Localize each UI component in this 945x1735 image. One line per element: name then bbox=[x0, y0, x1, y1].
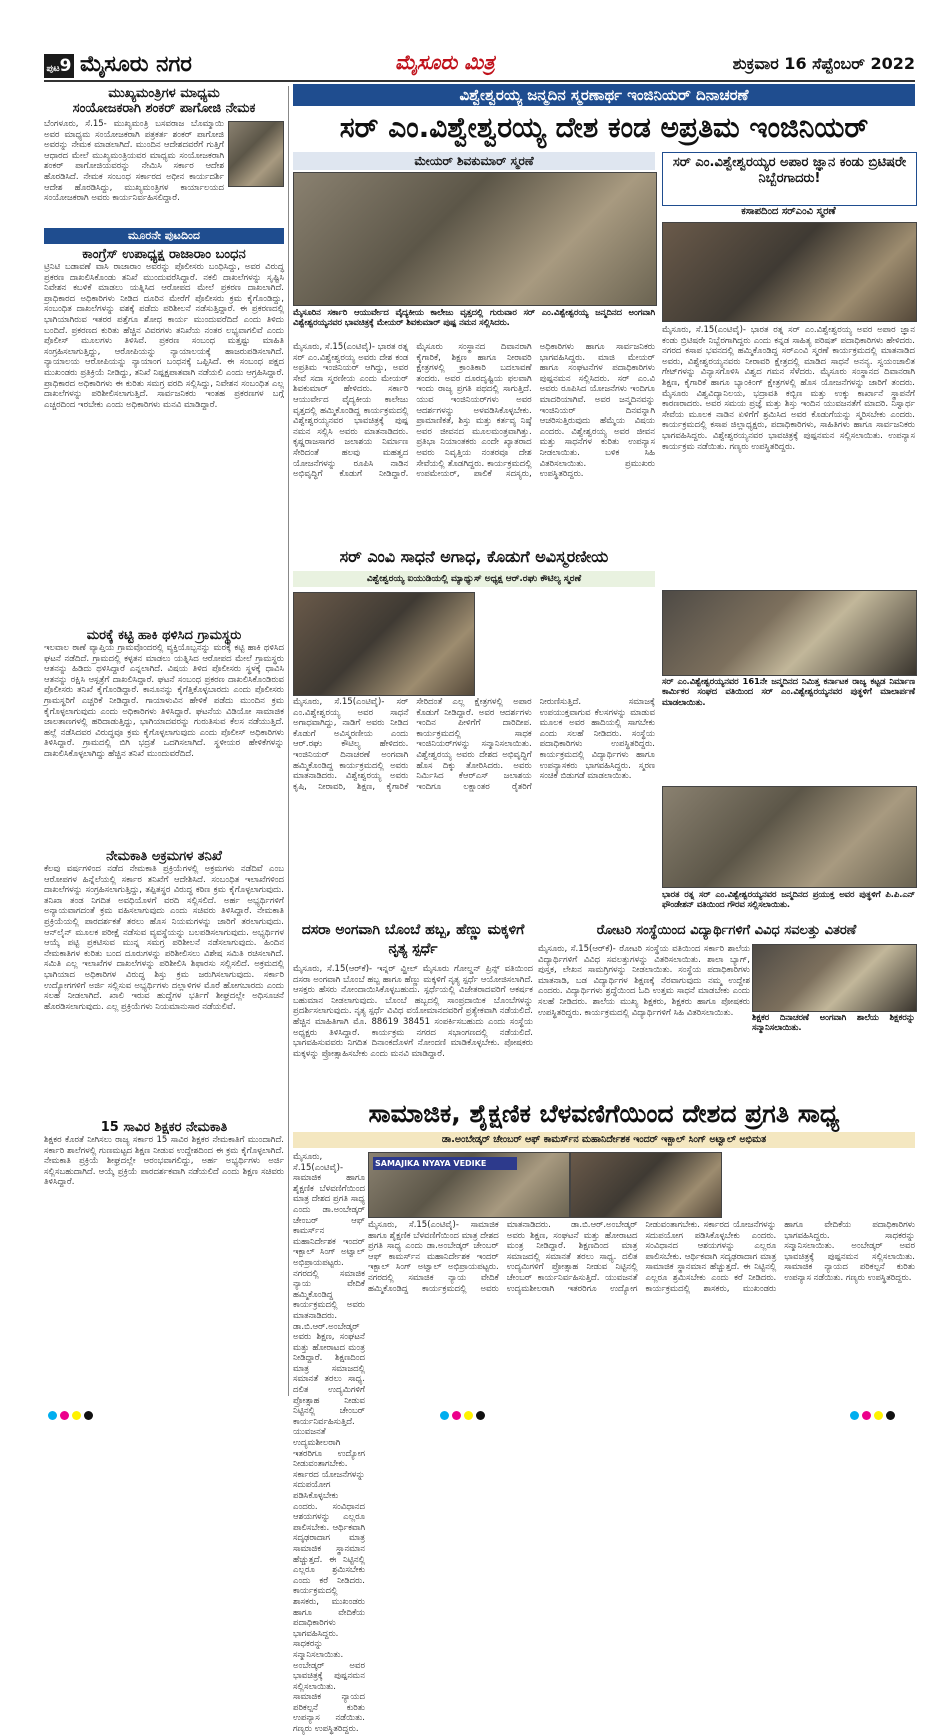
mid-photo bbox=[293, 592, 475, 696]
lead-photo bbox=[293, 172, 657, 306]
lead-kicker: ಮೇಯರ್ ಶಿವಕುಮಾರ್ ಸ್ಮರಣೆ bbox=[293, 152, 655, 170]
side-photo-2 bbox=[662, 590, 917, 676]
story3-headline: ಮರಕ್ಕೆ ಕಟ್ಟಿ ಹಾಕಿ ಥಳಿಸಿದ ಗ್ರಾಮಸ್ಥರು bbox=[86, 628, 242, 643]
issue-date: ಶುಕ್ರವಾರ 16 ಸೆಪ್ಟೆಂಬರ್ 2022 bbox=[732, 54, 915, 73]
mid-body: ಮೈಸೂರು, ಸೆ.15(ಎಂಟಿವೈ)- ಸರ್ ಎಂ.ವಿಶ್ವೇಶ್ವರಯ್ಯ ಅವರ ಸಾಧನೆ ಅಗಾಧವಾಗಿದ್ದು, ನಾಡಿಗೆ ಅವರು ನೀಡಿದ ಕೊಡುಗೆ ಅವಿಸ್ಮರಣೀಯ ಎಂದು ಆರ್.ರಘು ಕೌಟಿಲ್ಯ ಹೇಳಿದರು. ಇಂಜಿನಿಯರ್ ದಿನಾಚರಣೆ ಅಂಗವಾಗಿ ಹಮ್ಮಿಕೊಂಡಿದ್ದ ಕಾರ್ಯಕ್ರಮದಲ್ಲಿ ಅವರು ಮಾತನಾಡಿದರು. ವಿಶ್ವೇಶ್ವರಯ್ಯ ಅವರು ಕೃಷಿ, ನೀರಾವರಿ, ಶಿಕ್ಷಣ, ಕೈಗಾರಿಕೆ ಸೇರಿದಂತೆ ಎಲ್ಲ ಕ್ಷೇತ್ರಗಳಲ್ಲಿ ಅಪಾರ ಕೊಡುಗೆ ನೀಡಿದ್ದಾರೆ. ಅವರ ಆದರ್ಶಗಳು ಇಂದಿನ ಪೀಳಿಗೆಗೆ ದಾರಿದೀಪ. ಕಾರ್ಯಕ್ರಮದಲ್ಲಿ ಸಾಧಕ ಇಂಜಿನಿಯರ್‌ಗಳನ್ನು ಸನ್ಮಾನಿಸಲಾಯಿತು. ವಿಶ್ವೇಶ್ವರಯ್ಯ ಅವರು ದೇಶದ ಅಭಿವೃದ್ಧಿಗೆ ಹೊಸ ದಿಕ್ಕು ತೋರಿಸಿದರು. ಅವರು ನಿರ್ಮಿಸಿದ ಕೆಆರ್‌ಎಸ್ ಜಲಾಶಯ ಇಂದಿಗೂ ಲಕ್ಷಾಂತರ ರೈತರಿಗೆ ನೀರುಣಿಸುತ್ತಿದೆ. ಸಮಾಜಕ್ಕೆ ಉಪಯುಕ್ತವಾಗುವ ಕೆಲಸಗಳನ್ನು ಮಾಡುವ ಮೂಲಕ ಅವರ ಹಾದಿಯಲ್ಲಿ ಸಾಗಬೇಕು ಎಂದು ಸಲಹೆ ನೀಡಿದರು. ಸಂಸ್ಥೆಯ ಪದಾಧಿಕಾರಿಗಳು ಉಪಸ್ಥಿತರಿದ್ದರು. ಕಾರ್ಯಕ್ರಮದಲ್ಲಿ ವಿದ್ಯಾರ್ಥಿಗಳು ಹಾಗೂ ಉಪನ್ಯಾಸಕರು ಭಾಗವಹಿಸಿದ್ದರು. ಸ್ಮರಣ ಸಂಚಿಕೆ ಬಿಡುಗಡೆ ಮಾಡಲಾಯಿತು. bbox=[293, 697, 655, 792]
lead-caption: ಮೈಸೂರಿನ ಸರ್ಕಾರಿ ಆಯುರ್ವೇದ ವೈದ್ಯಕೀಯ ಕಾಲೇಜು ವೃತ್ತದಲ್ಲಿ ಗುರುವಾರ ಸರ್ ಎಂ.ವಿಶ್ವೇಶ್ವರಯ್ಯ ಜನ್ಮದಿನದ ಅಂಗವಾಗಿ ವಿಶ್ವೇಶ್ವರಯ್ಯನವರ ಭಾವಚಿತ್ರಕ್ಕೆ ಮೇಯರ್ ಶಿವಕುಮಾರ್ ಪುಷ್ಪ ನಮನ ಸಲ್ಲಿಸಿದರು. bbox=[293, 307, 655, 328]
story4-body: ಕೆಲವು ವರ್ಷಗಳಿಂದ ನಡೆದ ನೇಮಕಾತಿ ಪ್ರಕ್ರಿಯೆಗಳಲ್ಲಿ ಅಕ್ರಮಗಳು ನಡೆದಿವೆ ಎಂಬ ಆರೋಪಗಳ ಹಿನ್ನೆಲೆಯಲ್ಲಿ ಸರ್ಕಾರ ತನಿಖೆಗೆ ಆದೇಶಿಸಿದೆ. ಸಂಬಂಧಿತ ಇಲಾಖೆಗಳಿಂದ ದಾಖಲೆಗಳನ್ನು ಸಂಗ್ರಹಿಸಲಾಗುತ್ತಿದ್ದು, ತಪ್ಪಿತಸ್ಥರ ವಿರುದ್ಧ ಕಠಿಣ ಕ್ರಮ ಕೈಗೊಳ್ಳಲಾಗುವುದು. ತನಿಖಾ ತಂಡ ನಿಗದಿತ ಅವಧಿಯೊಳಗೆ ವರದಿ ಸಲ್ಲಿಸಲಿದೆ. ಅರ್ಹ ಅಭ್ಯರ್ಥಿಗಳಿಗೆ ಅನ್ಯಾಯವಾಗದಂತೆ ಕ್ರಮ ವಹಿಸಲಾಗುವುದು ಎಂದು ಸಚಿವರು ತಿಳಿಸಿದ್ದಾರೆ. ನೇಮಕಾತಿ ಪ್ರಕ್ರಿಯೆಯಲ್ಲಿ ಪಾರದರ್ಶಕತೆ ತರಲು ಹೊಸ ನಿಯಮಗಳನ್ನು ಜಾರಿಗೆ ತರಲಾಗುವುದು. ಆನ್‌ಲೈನ್ ಮೂಲಕ ಪರೀಕ್ಷೆ ನಡೆಸುವ ವ್ಯವಸ್ಥೆಯನ್ನು ಬಲಪಡಿಸಲಾಗುವುದು. ಅಭ್ಯರ್ಥಿಗಳ ಆಯ್ಕೆ ಪಟ್ಟಿ ಪ್ರಕಟಿಸುವ ಮುನ್ನ ಸಮಗ್ರ ಪರಿಶೀಲನೆ ನಡೆಸಲಾಗುವುದು. ಹಿಂದಿನ ನೇಮಕಾತಿಗಳ ಕುರಿತು ಬಂದ ದೂರುಗಳನ್ನು ಪರಿಶೀಲಿಸಲು ವಿಶೇಷ ಸಮಿತಿ ರಚಿಸಲಾಗಿದೆ. ಸಮಿತಿ ಎಲ್ಲ ಇಲಾಖೆಗಳ ದಾಖಲೆಗಳನ್ನು ಪರಿಶೀಲಿಸಿ ಶಿಫಾರಸು ಸಲ್ಲಿಸಲಿದೆ. ಅಕ್ರಮದಲ್ಲಿ ಭಾಗಿಯಾದ ಅಧಿಕಾರಿಗಳ ವಿರುದ್ಧ ಶಿಸ್ತು ಕ್ರಮ ಜರುಗಿಸಲಾಗುವುದು. ಸರ್ಕಾರಿ ಉದ್ಯೋಗಗಳಿಗೆ ಅರ್ಜಿ ಸಲ್ಲಿಸುವ ಅಭ್ಯರ್ಥಿಗಳು ದಲ್ಲಾಳಿಗಳ ಮೊರೆ ಹೋಗಬಾರದು ಎಂದು ಸಲಹೆ ನೀಡಲಾಗಿದೆ. ಖಾಲಿ ಇರುವ ಹುದ್ದೆಗಳ ಭರ್ತಿಗೆ ಶೀಘ್ರದಲ್ಲೇ ಅಧಿಸೂಚನೆ ಹೊರಡಿಸಲಾಗುವುದು. ಎಲ್ಲ ಪ್ರಕ್ರಿಯೆಗಳು ನಿಯಮಾನುಸಾರ ನಡೆಯಲಿವೆ. bbox=[44, 864, 284, 1012]
story2-headline: ಕಾಂಗ್ರೆಸ್ ಉಪಾಧ್ಯಕ್ಷ ರಾಜಾರಾಂ ಬಂಧನ bbox=[82, 247, 246, 262]
rotary-headline: ರೋಟರಿ ಸಂಸ್ಥೆಯಿಂದ ವಿದ್ಯಾರ್ಥಿಗಳಿಗೆ ವಿವಿಧ ಸವಲತ್ತು ವಿತರಣೆ bbox=[596, 923, 857, 938]
rotary-body: ಮೈಸೂರು, ಸೆ.15(ಆರ್‌ಕೆ)- ರೋಟರಿ ಸಂಸ್ಥೆಯ ವತಿಯಿಂದ ಸರ್ಕಾರಿ ಶಾಲೆಯ ವಿದ್ಯಾರ್ಥಿಗಳಿಗೆ ವಿವಿಧ ಸವಲತ್ತುಗಳನ್ನು ವಿತರಿಸಲಾಯಿತು. ಶಾಲಾ ಬ್ಯಾಗ್, ಪುಸ್ತಕ, ಲೇಖನ ಸಾಮಗ್ರಿಗಳನ್ನು ನೀಡಲಾಯಿತು. ಸಂಸ್ಥೆಯ ಪದಾಧಿಕಾರಿಗಳು ಮಾತನಾಡಿ, ಬಡ ವಿದ್ಯಾರ್ಥಿಗಳ ಶಿಕ್ಷಣಕ್ಕೆ ನೆರವಾಗುವುದು ನಮ್ಮ ಉದ್ದೇಶ ಎಂದರು. ವಿದ್ಯಾರ್ಥಿಗಳು ಶ್ರದ್ಧೆಯಿಂದ ಓದಿ ಉತ್ತಮ ಸಾಧನೆ ಮಾಡಬೇಕು ಎಂದು ಸಲಹೆ ನೀಡಿದರು. ಶಾಲೆಯ ಮುಖ್ಯ ಶಿಕ್ಷಕರು, ಶಿಕ್ಷಕರು ಹಾಗೂ ಪೋಷಕರು ಉಪಸ್ಥಿತರಿದ್ದರು. ಕಾರ್ಯಕ್ರಮದಲ್ಲಿ ವಿದ್ಯಾರ್ಥಿಗಳಿಗೆ ಸಿಹಿ ವಿತರಿಸಲಾಯಿತು. bbox=[538, 944, 750, 1018]
bottom-body-col1: ಮೈಸೂರು, ಸೆ.15(ಎಂಟಿವೈ)- ಸಾಮಾಜಿಕ ಹಾಗೂ ಶೈಕ್ಷಣಿಕ ಬೆಳವಣಿಗೆಯಿಂದ ಮಾತ್ರ ದೇಶದ ಪ್ರಗತಿ ಸಾಧ್ಯ ಎಂದು ಡಾ.ಅಂಬೇಡ್ಕರ್ ಚೇಂಬರ್ ಆಫ್ ಕಾಮರ್ಸ್‌ನ ಮಹಾನಿರ್ದೇಶಕ ಇಂದರ್ ಇಕ್ಬಾಲ್ ಸಿಂಗ್ ಅಟ್ವಾಲ್ ಅಭಿಪ್ರಾಯಪಟ್ಟರು. ನಗರದಲ್ಲಿ ಸಮಾಜಿಕ ನ್ಯಾಯ ವೇದಿಕೆ ಹಮ್ಮಿಕೊಂಡಿದ್ದ ಕಾರ್ಯಕ್ರಮದಲ್ಲಿ ಅವರು ಮಾತನಾಡಿದರು. ಡಾ.ಬಿ.ಆರ್.ಅಂಬೇಡ್ಕರ್ ಅವರು ಶಿಕ್ಷಣ, ಸಂಘಟನೆ ಮತ್ತು ಹೋರಾಟದ ಮಂತ್ರ ನೀಡಿದ್ದಾರೆ. ಶಿಕ್ಷಣದಿಂದ ಮಾತ್ರ ಸಮಾಜದಲ್ಲಿ ಸಮಾನತೆ ತರಲು ಸಾಧ್ಯ. ದಲಿತ ಉದ್ಯಮಿಗಳಿಗೆ ಪ್ರೋತ್ಸಾಹ ನೀಡುವ ನಿಟ್ಟಿನಲ್ಲಿ ಚೇಂಬರ್ ಕಾರ್ಯನಿರ್ವಹಿಸುತ್ತಿದೆ. ಯುವಜನತೆ ಉದ್ಯಮಶೀಲರಾಗಿ ಇತರರಿಗೂ ಉದ್ಯೋಗ ನೀಡುವಂತಾಗಬೇಕು. ಸರ್ಕಾರದ ಯೋಜನೆಗಳನ್ನು ಸದುಪಯೋಗ ಪಡಿಸಿಕೊಳ್ಳಬೇಕು ಎಂದರು. ಸಂವಿಧಾನದ ಆಶಯಗಳನ್ನು ಎಲ್ಲರೂ ಪಾಲಿಸಬೇಕು. ಆರ್ಥಿಕವಾಗಿ ಸದೃಢರಾದಾಗ ಮಾತ್ರ ಸಾಮಾಜಿಕ ಸ್ಥಾನಮಾನ ಹೆಚ್ಚುತ್ತದೆ. ಈ ನಿಟ್ಟಿನಲ್ಲಿ ಎಲ್ಲರೂ ಶ್ರಮಿಸಬೇಕು ಎಂದು ಕರೆ ನೀಡಿದರು. ಕಾರ್ಯಕ್ರಮದಲ್ಲಿ ಶಾಸಕರು, ಮುಖಂಡರು ಹಾಗೂ ವೇದಿಕೆಯ ಪದಾಧಿಕಾರಿಗಳು ಭಾಗವಹಿಸಿದ್ದರು. ಸಾಧಕರನ್ನು ಸನ್ಮಾನಿಸಲಾಯಿತು. ಅಂಬೇಡ್ಕರ್ ಅವರ ಭಾವಚಿತ್ರಕ್ಕೆ ಪುಷ್ಪನಮನ ಸಲ್ಲಿಸಲಾಯಿತು. ಸಾಮಾಜಿಕ ನ್ಯಾಯದ ಪರಿಕಲ್ಪನೆ ಕುರಿತು ಉಪನ್ಯಾಸ ನಡೆಯಿತು. ಗಣ್ಯರು ಉಪಸ್ಥಿತರಿದ್ದರು. bbox=[293, 1152, 365, 1735]
bottom-body: ಮೈಸೂರು, ಸೆ.15(ಎಂಟಿವೈ)- ಸಾಮಾಜಿಕ ಹಾಗೂ ಶೈಕ್ಷಣಿಕ ಬೆಳವಣಿಗೆಯಿಂದ ಮಾತ್ರ ದೇಶದ ಪ್ರಗತಿ ಸಾಧ್ಯ ಎಂದು ಡಾ.ಅಂಬೇಡ್ಕರ್ ಚೇಂಬರ್ ಆಫ್ ಕಾಮರ್ಸ್‌ನ ಮಹಾನಿರ್ದೇಶಕ ಇಂದರ್ ಇಕ್ಬಾಲ್ ಸಿಂಗ್ ಅಟ್ವಾಲ್ ಅಭಿಪ್ರಾಯಪಟ್ಟರು. ನಗರದಲ್ಲಿ ಸಮಾಜಿಕ ನ್ಯಾಯ ವೇದಿಕೆ ಹಮ್ಮಿಕೊಂಡಿದ್ದ ಕಾರ್ಯಕ್ರಮದಲ್ಲಿ ಅವರು ಮಾತನಾಡಿದರು. ಡಾ.ಬಿ.ಆರ್.ಅಂಬೇಡ್ಕರ್ ಅವರು ಶಿಕ್ಷಣ, ಸಂಘಟನೆ ಮತ್ತು ಹೋರಾಟದ ಮಂತ್ರ ನೀಡಿದ್ದಾರೆ. ಶಿಕ್ಷಣದಿಂದ ಮಾತ್ರ ಸಮಾಜದಲ್ಲಿ ಸಮಾನತೆ ತರಲು ಸಾಧ್ಯ. ದಲಿತ ಉದ್ಯಮಿಗಳಿಗೆ ಪ್ರೋತ್ಸಾಹ ನೀಡುವ ನಿಟ್ಟಿನಲ್ಲಿ ಚೇಂಬರ್ ಕಾರ್ಯನಿರ್ವಹಿಸುತ್ತಿದೆ. ಯುವಜನತೆ ಉದ್ಯಮಶೀಲರಾಗಿ ಇತರರಿಗೂ ಉದ್ಯೋಗ ನೀಡುವಂತಾಗಬೇಕು. ಸರ್ಕಾರದ ಯೋಜನೆಗಳನ್ನು ಸದುಪಯೋಗ ಪಡಿಸಿಕೊಳ್ಳಬೇಕು ಎಂದರು. ಸಂವಿಧಾನದ ಆಶಯಗಳನ್ನು ಎಲ್ಲರೂ ಪಾಲಿಸಬೇಕು. ಆರ್ಥಿಕವಾಗಿ ಸದೃಢರಾದಾಗ ಮಾತ್ರ ಸಾಮಾಜಿಕ ಸ್ಥಾನಮಾನ ಹೆಚ್ಚುತ್ತದೆ. ಈ ನಿಟ್ಟಿನಲ್ಲಿ ಎಲ್ಲರೂ ಶ್ರಮಿಸಬೇಕು ಎಂದು ಕರೆ ನೀಡಿದರು. ಕಾರ್ಯಕ್ರಮದಲ್ಲಿ ಶಾಸಕರು, ಮುಖಂಡರು ಹಾಗೂ ವೇದಿಕೆಯ ಪದಾಧಿಕಾರಿಗಳು ಭಾಗವಹಿಸಿದ್ದರು. ಸಾಧಕರನ್ನು ಸನ್ಮಾನಿಸಲಾಯಿತು. ಅಂಬೇಡ್ಕರ್ ಅವರ ಭಾವಚಿತ್ರಕ್ಕೆ ಪುಷ್ಪನಮನ ಸಲ್ಲಿಸಲಾಯಿತು. ಸಾಮಾಜಿಕ ನ್ಯಾಯದ ಪರಿಕಲ್ಪನೆ ಕುರಿತು ಉಪನ್ಯಾಸ ನಡೆಯಿತು. ಗಣ್ಯರು ಉಪಸ್ಥಿತರಿದ್ದರು. bbox=[368, 1220, 915, 1294]
bottom-photo bbox=[368, 1152, 570, 1218]
registration-marks-left bbox=[48, 1405, 96, 1424]
side-caption-2: ಭಾರತ ರತ್ನ ಸರ್ ಎಂ.ವಿಶ್ವೇಶ್ವರಯ್ಯನವರ ಜನ್ಮದಿನದ ಪ್ರಯುಕ್ತ ಅವರ ಪುತ್ಥಳಿಗೆ ಪಿ.ಪಿ.ಎನ್ ಫೌಂಡೇಶನ್ ವತಿಯಿಂದ ಗೌರವ ಸಲ್ಲಿಸಲಾಯಿತು. bbox=[662, 889, 915, 910]
lead-headline: ಸರ್ ಎಂ.ವಿಶ್ವೇಶ್ವರಯ್ಯ ದೇಶ ಕಂಡ ಅಪ್ರತಿಮ ಇಂಜಿನಿಯರ್ bbox=[339, 111, 869, 144]
dasara-headline: ದಸರಾ ಅಂಗವಾಗಿ ಬೊಂಬೆ ಹಬ್ಬ, ಹೆಣ್ಣು ಮಕ್ಕಳಿಗೆ ನೃತ್ಯ ಸ್ಪರ್ಧೆ bbox=[301, 922, 525, 957]
left-column bbox=[44, 86, 284, 1416]
rotary-photo bbox=[752, 944, 917, 1012]
story1-kicker: ಮುಖ್ಯಮಂತ್ರಿಗಳ ಮಾಧ್ಯಮ bbox=[108, 86, 220, 101]
dasara-body: ಮೈಸೂರು, ಸೆ.15(ಆರ್‌ಕೆ)- ಇನ್ನರ್ ವ್ಹೀಲ್ ಮೈಸೂರು ಗೋಲ್ಡನ್ ಪ್ರಿನ್ಸ್ ವತಿಯಿಂದ ದಸರಾ ಅಂಗವಾಗಿ ಬೊಂಬೆ ಹಬ್ಬ ಹಾಗೂ ಹೆಣ್ಣು ಮಕ್ಕಳಿಗೆ ನೃತ್ಯ ಸ್ಪರ್ಧೆ ಆಯೋಜಿಸಲಾಗಿದೆ. ಆಸಕ್ತರು ಹೆಸರು ನೋಂದಾಯಿಸಿಕೊಳ್ಳಬಹುದು. ಸ್ಪರ್ಧೆಯಲ್ಲಿ ವಿಜೇತರಾದವರಿಗೆ ಆಕರ್ಷಕ ಬಹುಮಾನ ನೀಡಲಾಗುವುದು. ಬೊಂಬೆ ಹಬ್ಬದಲ್ಲಿ ಸಾಂಪ್ರದಾಯಿಕ ಬೊಂಬೆಗಳನ್ನು ಪ್ರದರ್ಶಿಸಲಾಗುವುದು. ನೃತ್ಯ ಸ್ಪರ್ಧೆ ವಿವಿಧ ವಯೋಮಾನದವರಿಗೆ ಪ್ರತ್ಯೇಕವಾಗಿ ನಡೆಯಲಿದೆ. ಹೆಚ್ಚಿನ ಮಾಹಿತಿಗಾಗಿ ಮೊ. 88619 38451 ಸಂಪರ್ಕಿಸಬಹುದು ಎಂದು ಸಂಸ್ಥೆಯ ಅಧ್ಯಕ್ಷರು ತಿಳಿಸಿದ್ದಾರೆ. ಕಾರ್ಯಕ್ರಮ ನಗರದ ಸಭಾಂಗಣದಲ್ಲಿ ನಡೆಯಲಿದೆ. ಭಾಗವಹಿಸುವವರು ನಿಗದಿತ ದಿನಾಂಕದೊಳಗೆ ನೋಂದಣಿ ಮಾಡಿಕೊಳ್ಳಬೇಕು. ಪೋಷಕರು ಮಕ್ಕಳನ್ನು ಪ್ರೋತ್ಸಾಹಿಸಬೇಕು ಎಂದು ಮನವಿ ಮಾಡಿದ್ದಾರೆ. bbox=[293, 964, 533, 1059]
stage-banner: SAMAJIKA NYAYA VEDIKE bbox=[373, 1157, 517, 1170]
page-number-badge: ಪುಟ9 bbox=[44, 54, 74, 78]
story1-headline: ಸಂಯೋಜಕರಾಗಿ ಶಂಕರ್ ಪಾಗೋಜಿ ನೇಮಕ bbox=[72, 101, 256, 116]
header-rule bbox=[44, 80, 915, 82]
registration-marks-center bbox=[440, 1405, 488, 1424]
story2-body: ಟ್ರಿನಿಟಿ ಬಡಾವಣೆ ವಾಸಿ ರಾಜಾರಾಂ ಅವರನ್ನು ಪೊಲೀಸರು ಬಂಧಿಸಿದ್ದು, ಅವರ ವಿರುದ್ಧ ಪ್ರಕರಣ ದಾಖಲಿಸಿಕೊಂಡು ತನಿಖೆ ಮುಂದುವರೆಸಿದ್ದಾರೆ. ನಕಲಿ ದಾಖಲೆಗಳನ್ನು ಸೃಷ್ಟಿಸಿ ನಿವೇಶನ ಕಬಳಿಕೆ ಮಾಡಲು ಯತ್ನಿಸಿದ ಆರೋಪದ ಮೇಲೆ ಪ್ರಕರಣ ದಾಖಲಾಗಿದೆ. ಪ್ರಾಧಿಕಾರದ ಅಧಿಕಾರಿಗಳು ನೀಡಿದ ದೂರಿನ ಮೇರೆಗೆ ಪೊಲೀಸರು ಕ್ರಮ ಕೈಗೊಂಡಿದ್ದು, ಸಂಬಂಧಿತ ದಾಖಲೆಗಳನ್ನು ವಶಕ್ಕೆ ಪಡೆದು ಪರಿಶೀಲನೆ ನಡೆಸುತ್ತಿದ್ದಾರೆ. ಈ ಪ್ರಕರಣದಲ್ಲಿ ಭಾಗಿಯಾಗಿರುವ ಇತರರ ಪತ್ತೆಗೂ ಶೋಧ ಕಾರ್ಯ ಮುಂದುವರೆದಿದೆ ಎಂದು ತಿಳಿದು ಬಂದಿದೆ. ಪ್ರಕರಣದ ಕುರಿತು ಹೆಚ್ಚಿನ ವಿವರಗಳು ತನಿಖೆಯ ನಂತರ ಲಭ್ಯವಾಗಲಿವೆ ಎಂದು ಪೊಲೀಸ್ ಮೂಲಗಳು ತಿಳಿಸಿವೆ. ಪ್ರಕರಣ ಸಂಬಂಧ ಮತ್ತಷ್ಟು ಮಾಹಿತಿ ಸಂಗ್ರಹಿಸಲಾಗುತ್ತಿದ್ದು, ಆರೋಪಿಯನ್ನು ನ್ಯಾಯಾಲಯಕ್ಕೆ ಹಾಜರುಪಡಿಸಲಾಗಿದೆ. ನ್ಯಾಯಾಲಯ ಆರೋಪಿಯನ್ನು ನ್ಯಾಯಾಂಗ ಬಂಧನಕ್ಕೆ ಒಪ್ಪಿಸಿದೆ. ಈ ಸಂಬಂಧ ಪಕ್ಷದ ಮುಖಂಡರು ಪ್ರತಿಕ್ರಿಯೆ ನೀಡಿದ್ದು, ತನಿಖೆ ನಿಷ್ಪಕ್ಷಪಾತವಾಗಿ ನಡೆಯಲಿ ಎಂದು ಆಗ್ರಹಿಸಿದ್ದಾರೆ. ಪ್ರಾಧಿಕಾರದ ಅಧಿಕಾರಿಗಳು ಈ ಕುರಿತು ಸಮಗ್ರ ವರದಿ ಸಲ್ಲಿಸಿದ್ದು, ನಿವೇಶನ ಸಂಬಂಧಿತ ಎಲ್ಲ ದಾಖಲೆಗಳನ್ನು ಪರಿಶೀಲಿಸಲಾಗುತ್ತಿದೆ. ಸಾರ್ವಜನಿಕರು ಇಂತಹ ಪ್ರಕರಣಗಳ ಬಗ್ಗೆ ಎಚ್ಚರದಿಂದ ಇರಬೇಕು ಎಂದು ಅಧಿಕಾರಿಗಳು ಮನವಿ ಮಾಡಿದ್ದಾರೆ. bbox=[44, 262, 284, 410]
side-body: ಮೈಸೂರು, ಸೆ.15(ಎಂಟಿವೈ)- ಭಾರತ ರತ್ನ ಸರ್ ಎಂ.ವಿಶ್ವೇಶ್ವರಯ್ಯ ಅವರ ಅಪಾರ ಜ್ಞಾನ ಕಂಡು ಬ್ರಿಟಿಷರೇ ನಿಬ್ಬೆರಗಾಗಿದ್ದರು ಎಂದು ಕನ್ನಡ ಸಾಹಿತ್ಯ ಪರಿಷತ್ ಪದಾಧಿಕಾರಿಗಳು ಹೇಳಿದರು. ನಗರದ ಕಸಾಪ ಭವನದಲ್ಲಿ ಹಮ್ಮಿಕೊಂಡಿದ್ದ ಸರ್‌ಎಂವಿ ಸ್ಮರಣೆ ಕಾರ್ಯಕ್ರಮದಲ್ಲಿ ಮಾತನಾಡಿದ ಅವರು, ವಿಶ್ವೇಶ್ವರಯ್ಯನವರು ನೀರಾವರಿ ಕ್ಷೇತ್ರದಲ್ಲಿ ಮಾಡಿದ ಸಾಧನೆ ಅನನ್ಯ. ಸ್ವಯಂಚಾಲಿತ ಗೇಟ್‌ಗಳನ್ನು ವಿನ್ಯಾಸಗೊಳಿಸಿ ವಿಶ್ವದ ಗಮನ ಸೆಳೆದರು. ಮೈಸೂರು ಸಂಸ್ಥಾನದ ದಿವಾನರಾಗಿ ಶಿಕ್ಷಣ, ಕೈಗಾರಿಕೆ ಹಾಗೂ ಬ್ಯಾಂಕಿಂಗ್ ಕ್ಷೇತ್ರಗಳಲ್ಲಿ ಹೊಸ ಯೋಜನೆಗಳನ್ನು ಜಾರಿಗೆ ತಂದರು. ಮೈಸೂರು ವಿಶ್ವವಿದ್ಯಾನಿಲಯ, ಭದ್ರಾವತಿ ಕಬ್ಬಿಣ ಮತ್ತು ಉಕ್ಕು ಕಾರ್ಖಾನೆ ಸ್ಥಾಪನೆಗೆ ಕಾರಣರಾದರು. ಅವರ ಸಮಯ ಪ್ರಜ್ಞೆ ಮತ್ತು ಶಿಸ್ತು ಇಂದಿನ ಯುವಜನತೆಗೆ ಮಾದರಿ. ನಿಸ್ವಾರ್ಥ ಸೇವೆಯ ಮೂಲಕ ನಾಡಿನ ಏಳಿಗೆಗೆ ಶ್ರಮಿಸಿದ ಅವರ ಕೊಡುಗೆಯನ್ನು ಸ್ಮರಿಸಬೇಕು ಎಂದರು. ಕಾರ್ಯಕ್ರಮದಲ್ಲಿ ಕಸಾಪ ಜಿಲ್ಲಾಧ್ಯಕ್ಷರು, ಪದಾಧಿಕಾರಿಗಳು, ಸಾಹಿತಿಗಳು ಹಾಗೂ ಸಾರ್ವಜನಿಕರು ಭಾಗವಹಿಸಿದ್ದರು. ವಿಶ್ವೇಶ್ವರಯ್ಯನವರ ಭಾವಚಿತ್ರಕ್ಕೆ ಪುಷ್ಪನಮನ ಸಲ್ಲಿಸಲಾಯಿತು. ಉಪನ್ಯಾಸ ಕಾರ್ಯಕ್ರಮ ನಡೆಯಿತು. ಗಣ್ಯರು ಉಪಸ್ಥಿತರಿದ್ದರು. bbox=[662, 325, 915, 452]
side-headline: ಸರ್ ಎಂ.ವಿಶ್ವೇಶ್ವರಯ್ಯರ ಅಪಾರ ಜ್ಞಾನ ಕಂಡು ಬ್ರಿಟಿಷರೇ ನಿಬ್ಬೆರಗಾದರು! bbox=[672, 155, 907, 186]
story1-body: ಬೆಂಗಳೂರು, ಸೆ.15- ಮುಖ್ಯಮಂತ್ರಿ ಬಸವರಾಜ ಬೊಮ್ಮಾಯಿ ಅವರ ಮಾಧ್ಯಮ ಸಂಯೋಜಕರಾಗಿ ಪತ್ರಕರ್ತ ಶಂಕರ್ ಪಾಗೋಜಿ ಅವರನ್ನು ನೇಮಕ ಮಾಡಲಾಗಿದೆ. ಮುಂದಿನ ಆದೇಶದವರೆಗೆ ಗುತ್ತಿಗೆ ಆಧಾರದ ಮೇಲೆ ಮುಖ್ಯಮಂತ್ರಿಯವರ ಮಾಧ್ಯಮ ಸಂಯೋಜಕರಾಗಿ ಶಂಕರ್ ಪಾಗೋಜಿಯವರನ್ನು ನೇಮಿಸಿ ಸರ್ಕಾರ ಆದೇಶ ಹೊರಡಿಸಿದೆ. ನೇಮಕ ಸಂಬಂಧ ಸರ್ಕಾರದ ಅಧೀನ ಕಾರ್ಯದರ್ಶಿ ಆದೇಶ ಹೊರಡಿಸಿದ್ದು, ಮುಖ್ಯಮಂತ್ರಿಗಳ ಕಾರ್ಯಾಲಯದ ಸಂಯೋಜಕರಾಗಿ ಅವರು ಕಾರ್ಯನಿರ್ವಹಿಸಲಿದ್ದಾರೆ. bbox=[44, 119, 224, 204]
bottom-headline: ಸಾಮಾಜಿಕ, ಶೈಕ್ಷಣಿಕ ಬೆಳವಣಿಗೆಯಿಂದ ದೇಶದ ಪ್ರಗತಿ ಸಾಧ್ಯ bbox=[368, 1099, 840, 1128]
column-divider bbox=[288, 86, 289, 1396]
side-caption: ಸರ್ ಎಂ.ವಿಶ್ವೇಶ್ವರಯ್ಯನವರ 161ನೇ ಜನ್ಮದಿನದ ನಿಮಿತ್ತ ಕರ್ನಾಟಕ ರಾಜ್ಯ ಕಟ್ಟಡ ನಿರ್ಮಾಣ ಕಾರ್ಮಿಕರ ಸಂಘದ ವತಿಯಿಂದ ಸರ್ ಎಂ.ವಿಶ್ವೇಶ್ವರಯ್ಯನವರ ಪುತ್ಥಳಿಗೆ ಮಾಲಾರ್ಪಣೆ ಮಾಡಲಾಯಿತು. bbox=[662, 676, 915, 707]
top-band: ವಿಶ್ವೇಶ್ವರಯ್ಯ ಜನ್ಮದಿನ ಸ್ಮರಣಾರ್ಥ ಇಂಜಿನಿಯರ್ ದಿನಾಚರಣೆ bbox=[293, 84, 915, 106]
side-photo-3 bbox=[662, 786, 917, 888]
story5-headline: 15 ಸಾವಿರ ಶಿಕ್ಷಕರ ನೇಮಕಾತಿ bbox=[100, 1120, 228, 1135]
portrait-photo bbox=[228, 121, 284, 187]
registration-marks-right bbox=[850, 1405, 898, 1424]
lead-body: ಮೈಸೂರು, ಸೆ.15(ಎಂಟಿವೈ)- ಭಾರತ ರತ್ನ ಸರ್ ಎಂ.ವಿಶ್ವೇಶ್ವರಯ್ಯ ಅವರು ದೇಶ ಕಂಡ ಅಪ್ರತಿಮ ಇಂಜಿನಿಯರ್ ಆಗಿದ್ದು, ಅವರ ಸೇವೆ ಸದಾ ಸ್ಮರಣೀಯ ಎಂದು ಮೇಯರ್ ಶಿವಕುಮಾರ್ ಹೇಳಿದರು. ಸರ್ಕಾರಿ ಆಯುರ್ವೇದ ವೈದ್ಯಕೀಯ ಕಾಲೇಜು ವೃತ್ತದಲ್ಲಿ ಹಮ್ಮಿಕೊಂಡಿದ್ದ ಕಾರ್ಯಕ್ರಮದಲ್ಲಿ ವಿಶ್ವೇಶ್ವರಯ್ಯನವರ ಭಾವಚಿತ್ರಕ್ಕೆ ಪುಷ್ಪ ನಮನ ಸಲ್ಲಿಸಿ ಅವರು ಮಾತನಾಡಿದರು. ಕೃಷ್ಣರಾಜಸಾಗರ ಜಲಾಶಯ ನಿರ್ಮಾಣ ಸೇರಿದಂತೆ ಹಲವು ಮಹತ್ವದ ಯೋಜನೆಗಳನ್ನು ರೂಪಿಸಿ ನಾಡಿನ ಅಭಿವೃದ್ಧಿಗೆ ಕೊಡುಗೆ ನೀಡಿದ್ದಾರೆ. ಮೈಸೂರು ಸಂಸ್ಥಾನದ ದಿವಾನರಾಗಿ ಕೈಗಾರಿಕೆ, ಶಿಕ್ಷಣ ಹಾಗೂ ನೀರಾವರಿ ಕ್ಷೇತ್ರಗಳಲ್ಲಿ ಕ್ರಾಂತಿಕಾರಿ ಬದಲಾವಣೆ ತಂದರು. ಅವರ ದೂರದೃಷ್ಟಿಯ ಫಲವಾಗಿ ಇಂದು ರಾಜ್ಯ ಪ್ರಗತಿ ಪಥದಲ್ಲಿ ಸಾಗುತ್ತಿದೆ. ಯುವ ಇಂಜಿನಿಯರ್‌ಗಳು ಅವರ ಆದರ್ಶಗಳನ್ನು ಅಳವಡಿಸಿಕೊಳ್ಳಬೇಕು. ಪ್ರಾಮಾಣಿಕತೆ, ಶಿಸ್ತು ಮತ್ತು ಕರ್ತವ್ಯ ನಿಷ್ಠೆ ಅವರ ಜೀವನದ ಮೂಲಮಂತ್ರವಾಗಿತ್ತು. ಪ್ರತಿಭಾ ನಿಯಾಂತಕರು ಎಂದೇ ಖ್ಯಾತರಾದ ಅವರು ನಿವೃತ್ತಿಯ ನಂತರವೂ ದೇಶ ಸೇವೆಯಲ್ಲಿ ತೊಡಗಿದ್ದರು. ಕಾರ್ಯಕ್ರಮದಲ್ಲಿ ಉಪಮೇಯರ್, ಪಾಲಿಕೆ ಸದಸ್ಯರು, ಅಧಿಕಾರಿಗಳು ಹಾಗೂ ಸಾರ್ವಜನಿಕರು ಭಾಗವಹಿಸಿದ್ದರು. ಮಾಜಿ ಮೇಯರ್ ಹಾಗೂ ಸಂಘಟನೆಗಳ ಪದಾಧಿಕಾರಿಗಳು ಪುಷ್ಪನಮನ ಸಲ್ಲಿಸಿದರು. ಸರ್ ಎಂ.ವಿ ಅವರು ರೂಪಿಸಿದ ಯೋಜನೆಗಳು ಇಂದಿಗೂ ಮಾದರಿಯಾಗಿವೆ. ಅವರ ಜನ್ಮದಿನವನ್ನು ಇಂಜಿನಿಯರ್ ದಿನವನ್ನಾಗಿ ಆಚರಿಸುತ್ತಿರುವುದು ಹೆಮ್ಮೆಯ ವಿಷಯ ಎಂದರು. ವಿಶ್ವೇಶ್ವರಯ್ಯ ಅವರ ಜೀವನ ಮತ್ತು ಸಾಧನೆಗಳ ಕುರಿತು ಉಪನ್ಯಾಸ ನೀಡಲಾಯಿತು. ಬಳಿಕ ಸಿಹಿ ವಿತರಿಸಲಾಯಿತು. ಪ್ರಮುಖರು ಉಪಸ್ಥಿತರಿದ್ದರು. bbox=[293, 342, 655, 480]
bottom-kicker: ಡಾ.ಅಂಬೇಡ್ಕರ್ ಚೇಂಬರ್ ಆಫ್ ಕಾಮರ್ಸ್‌ನ ಮಹಾನಿರ್ದೇಶಕ ಇಂದರ್ ಇಕ್ಬಾಲ್ ಸಿಂಗ್ ಅಟ್ವಾಲ್ ಅಭಿಮತ bbox=[293, 1132, 915, 1148]
side-headline-box bbox=[662, 152, 917, 206]
side-photo bbox=[662, 222, 917, 322]
bottom-photo-2 bbox=[570, 1152, 722, 1218]
section-title: ಮೈಸೂರು ನಗರ bbox=[80, 52, 192, 77]
masthead: ಮೈಸೂರು ಮಿತ್ರ bbox=[395, 50, 495, 74]
continued-band: ಮೂರನೇ ಪುಟದಿಂದ bbox=[44, 228, 284, 244]
story4-headline: ನೇಮಕಾತಿ ಅಕ್ರಮಗಳ ತನಿಖೆ bbox=[106, 849, 222, 864]
side-kicker: ಕಸಾಪದಿಂದ ಸರ್‌ಎಂವಿ ಸ್ಮರಣೆ bbox=[741, 206, 836, 217]
story5-body: ಶಿಕ್ಷಕರ ಕೊರತೆ ನೀಗಿಸಲು ರಾಜ್ಯ ಸರ್ಕಾರ 15 ಸಾವಿರ ಶಿಕ್ಷಕರ ನೇಮಕಾತಿಗೆ ಮುಂದಾಗಿದೆ. ಸರ್ಕಾರಿ ಶಾಲೆಗಳಲ್ಲಿ ಗುಣಮಟ್ಟದ ಶಿಕ್ಷಣ ನೀಡುವ ಉದ್ದೇಶದಿಂದ ಈ ಕ್ರಮ ಕೈಗೊಳ್ಳಲಾಗಿದೆ. ನೇಮಕಾತಿ ಪ್ರಕ್ರಿಯೆ ಶೀಘ್ರದಲ್ಲೇ ಆರಂಭವಾಗಲಿದ್ದು, ಅರ್ಹ ಅಭ್ಯರ್ಥಿಗಳು ಅರ್ಜಿ ಸಲ್ಲಿಸಬಹುದಾಗಿದೆ. ಆಯ್ಕೆ ಪ್ರಕ್ರಿಯೆ ಪಾರದರ್ಶಕವಾಗಿ ನಡೆಯಲಿದೆ ಎಂದು ಶಿಕ್ಷಣ ಸಚಿವರು ತಿಳಿಸಿದ್ದಾರೆ. bbox=[44, 1135, 284, 1188]
mid-kicker: ವಿಶ್ವೇಶ್ವರಯ್ಯ ಐಯುಡಿಯಲ್ಲಿ ಮ್ಯಾಥ್ಯುಸ್ ಅಧ್ಯಕ್ಷ ಆರ್.ರಘು ಕೌಟಿಲ್ಯ ಸ್ಮರಣೆ bbox=[293, 571, 655, 587]
mid-headline: ಸರ್ ಎಂವಿ ಸಾಧನೆ ಅಗಾಧ, ಕೊಡುಗೆ ಅವಿಸ್ಮರಣೀಯ bbox=[339, 547, 609, 566]
rotary-caption: ಶಿಕ್ಷಕರ ದಿನಾಚರಣೆ ಅಂಗವಾಗಿ ಶಾಲೆಯ ಶಿಕ್ಷಕರನ್ನು ಸನ್ಮಾನಿಸಲಾಯಿತು. bbox=[752, 1012, 915, 1033]
story3-body: ಇಲವಾಲ ಠಾಣೆ ವ್ಯಾಪ್ತಿಯ ಗ್ರಾಮವೊಂದರಲ್ಲಿ ವ್ಯಕ್ತಿಯೊಬ್ಬನನ್ನು ಮರಕ್ಕೆ ಕಟ್ಟಿ ಹಾಕಿ ಥಳಿಸಿದ ಘಟನೆ ನಡೆದಿದೆ. ಗ್ರಾಮದಲ್ಲಿ ಕಳ್ಳತನ ಮಾಡಲು ಯತ್ನಿಸಿದ ಆರೋಪದ ಮೇಲೆ ಗ್ರಾಮಸ್ಥರು ಆತನನ್ನು ಹಿಡಿದು ಥಳಿಸಿದ್ದಾರೆ ಎನ್ನಲಾಗಿದೆ. ವಿಷಯ ತಿಳಿದ ಪೊಲೀಸರು ಸ್ಥಳಕ್ಕೆ ಧಾವಿಸಿ ಆತನನ್ನು ರಕ್ಷಿಸಿ ಆಸ್ಪತ್ರೆಗೆ ದಾಖಲಿಸಿದ್ದಾರೆ. ಘಟನೆ ಸಂಬಂಧ ಪ್ರಕರಣ ದಾಖಲಿಸಿಕೊಂಡಿರುವ ಪೊಲೀಸರು ತನಿಖೆ ಕೈಗೊಂಡಿದ್ದಾರೆ. ಕಾನೂನನ್ನು ಕೈಗೆತ್ತಿಕೊಳ್ಳಬಾರದು ಎಂದು ಪೊಲೀಸರು ಗ್ರಾಮಸ್ಥರಿಗೆ ಎಚ್ಚರಿಕೆ ನೀಡಿದ್ದಾರೆ. ಗಾಯಾಳುವಿನ ಹೇಳಿಕೆ ಪಡೆದು ಮುಂದಿನ ಕ್ರಮ ಕೈಗೊಳ್ಳಲಾಗುವುದು ಎಂದು ಅಧಿಕಾರಿಗಳು ತಿಳಿಸಿದ್ದಾರೆ. ಘಟನೆಯ ವಿಡಿಯೋ ಸಾಮಾಜಿಕ ಜಾಲತಾಣಗಳಲ್ಲಿ ಹರಿದಾಡುತ್ತಿದ್ದು, ಭಾಗಿಯಾದವರನ್ನು ಗುರುತಿಸುವ ಕೆಲಸ ನಡೆಯುತ್ತಿದೆ. ಹಲ್ಲೆ ನಡೆಸಿದವರ ವಿರುದ್ಧವೂ ಕ್ರಮ ಕೈಗೊಳ್ಳಲಾಗುವುದು ಎಂದು ಪೊಲೀಸ್ ಅಧಿಕಾರಿಗಳು ತಿಳಿಸಿದ್ದಾರೆ. ಗ್ರಾಮದಲ್ಲಿ ಬಿಗಿ ಭದ್ರತೆ ಒದಗಿಸಲಾಗಿದೆ. ಸ್ಥಳೀಯರ ಹೇಳಿಕೆಗಳನ್ನು ದಾಖಲಿಸಿಕೊಳ್ಳಲಾಗಿದ್ದು ಹೆಚ್ಚಿನ ತನಿಖೆ ಮುಂದುವರೆದಿದೆ. bbox=[44, 643, 284, 759]
